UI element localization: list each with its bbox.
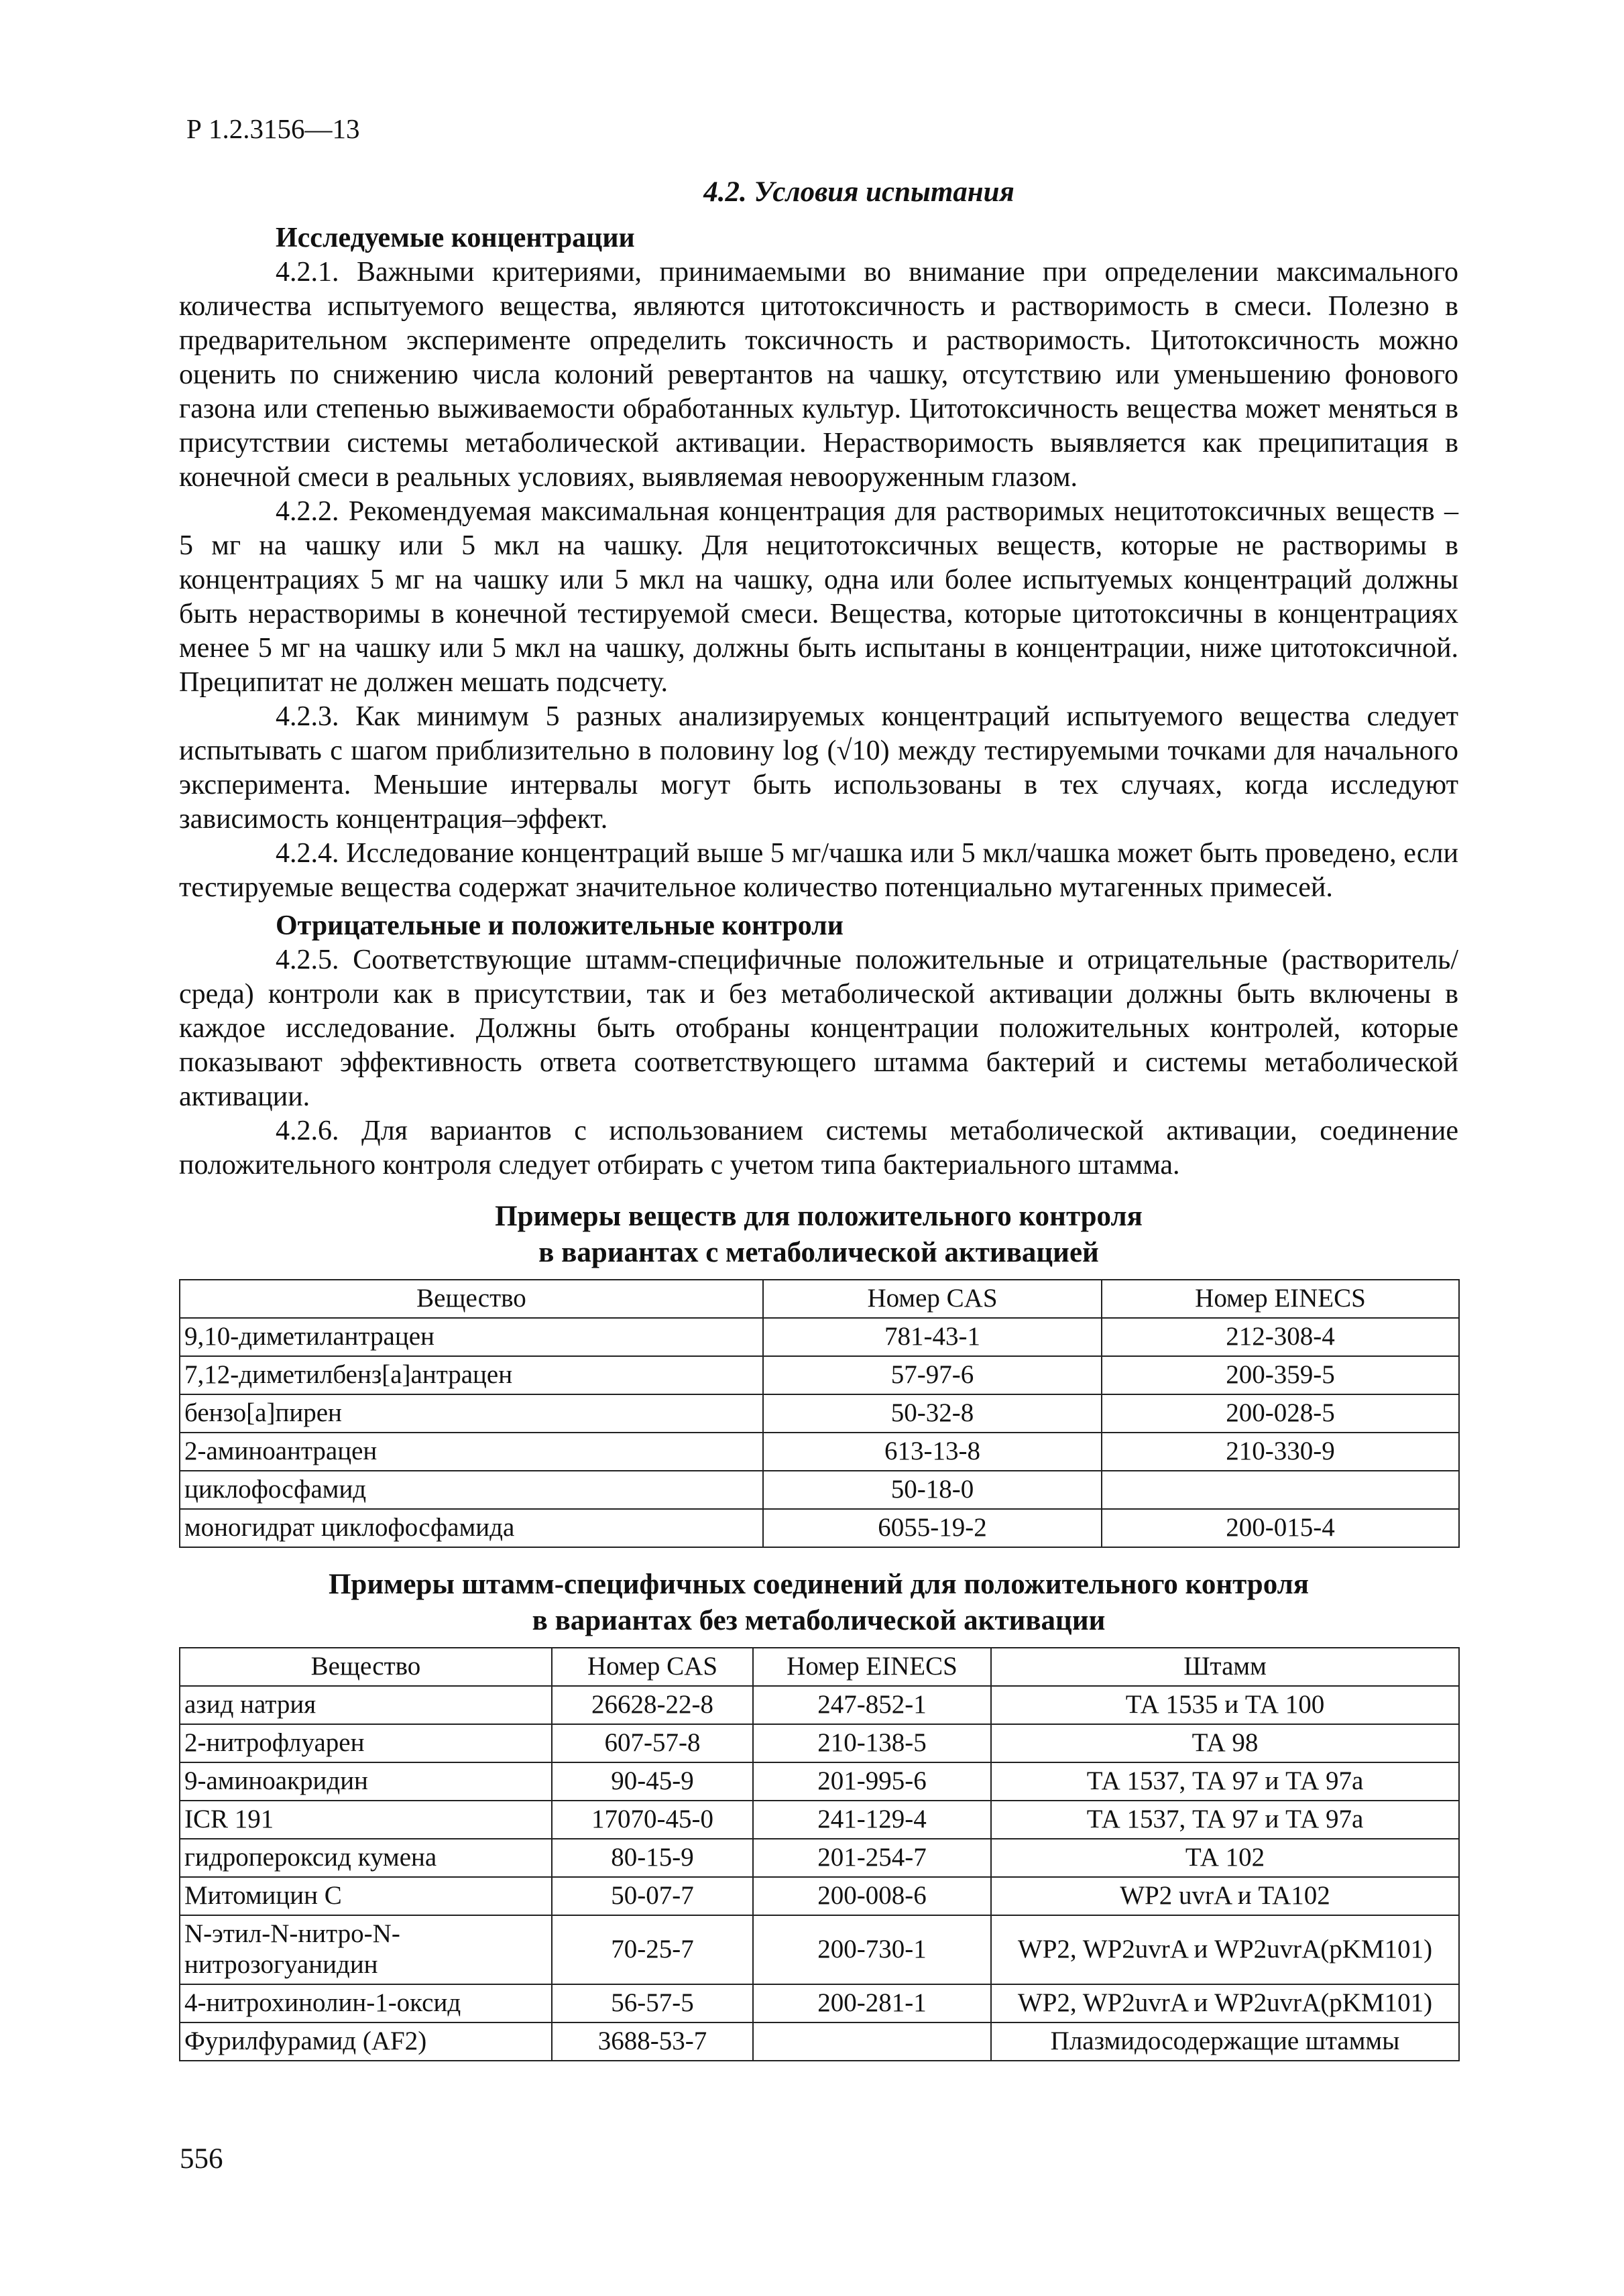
cas-cell: 26628-22-8 <box>552 1686 753 1724</box>
table2-header-einecs: Номер EINECS <box>753 1648 991 1686</box>
table-row <box>180 1433 1459 1471</box>
table-row <box>180 1724 1459 1762</box>
cas-cell: 17070-45-0 <box>552 1801 753 1839</box>
table2-header-cas: Номер CAS <box>552 1648 753 1686</box>
cas-cell: 80-15-9 <box>552 1839 753 1877</box>
einecs-cell: 200-359-5 <box>1102 1356 1459 1394</box>
cas-cell: 57-97-6 <box>763 1356 1102 1394</box>
table-row <box>180 1471 1459 1509</box>
paragraph-4-2-6: 4.2.6. Для вариантов с использованием системы метаболической активации, соединение положительного контроля следует отбирать с учетом типа бактериального штамма. <box>179 1115 1458 1181</box>
strain-cell: WP2, WP2uvrA и WP2uvrA(pKM101) <box>991 1984 1459 2022</box>
table-row <box>180 1318 1459 1356</box>
table-row <box>180 1509 1459 1547</box>
table-row <box>180 1762 1459 1801</box>
cas-cell: 70-25-7 <box>552 1915 753 1984</box>
substance-cell: ICR 191 <box>180 1801 552 1839</box>
paragraph-4-2-3: 4.2.3. Как минимум 5 разных анализируемых концентраций испытуемого вещества следует испытывать с шагом приблизительно в половину log (√10) между тестируемыми точками для начального эксперимента. Меньшие интервалы могут быть использованы в тех случаях, когда исследуют зависимость концентрация–эффект. <box>179 701 1458 835</box>
document-code: Р 1.2.3156—13 <box>186 113 360 144</box>
substance-cell: азид натрия <box>180 1686 552 1724</box>
table-row <box>180 1686 1459 1724</box>
table-row <box>180 2022 1459 2061</box>
substance-cell: 2-нитрофлуарен <box>180 1724 552 1762</box>
table1-header-cas: Номер CAS <box>763 1280 1102 1318</box>
einecs-cell: 201-254-7 <box>753 1839 991 1877</box>
table2-caption-line2: в вариантах без метаболической активации <box>532 1605 1106 1636</box>
substance-cell: бензо[а]пирен <box>180 1394 763 1433</box>
cas-cell: 50-18-0 <box>763 1471 1102 1509</box>
table1-caption <box>179 1199 1458 1271</box>
einecs-cell: 210-138-5 <box>753 1724 991 1762</box>
strain-cell: ТА 1537, ТА 97 и ТА 97а <box>991 1762 1459 1801</box>
einecs-cell: 201-995-6 <box>753 1762 991 1801</box>
einecs-cell: 200-028-5 <box>1102 1394 1459 1433</box>
cas-cell: 607-57-8 <box>552 1724 753 1762</box>
table-row <box>180 1839 1459 1877</box>
table-row <box>180 1356 1459 1394</box>
table-with-metabolic-activation <box>179 1279 1460 1548</box>
substance-cell: гидропероксид кумена <box>180 1839 552 1877</box>
substance-cell: моногидрат циклофосфамида <box>180 1509 763 1547</box>
cas-cell: 613-13-8 <box>763 1433 1102 1471</box>
substance-cell: N-этил-N-нитро-N-нитрозогуанидин <box>180 1915 552 1984</box>
table-row <box>180 1801 1459 1839</box>
paragraph-4-2-4: 4.2.4. Исследование концентраций выше 5 мг/чашка или 5 мкл/чашка может быть проведено, если тестируемые вещества содержат значительное количество потенциально мутагенных примесей. <box>179 838 1458 903</box>
cas-cell: 90-45-9 <box>552 1762 753 1801</box>
table-row <box>180 1394 1459 1433</box>
cas-cell: 50-32-8 <box>763 1394 1102 1433</box>
strain-cell: Плазмидосодержащие штаммы <box>991 2022 1459 2061</box>
paragraph-4-2-2: 4.2.2. Рекомендуемая максимальная концентрация для растворимых нецитотоксичных веществ – 5 мг на чашку или 5 мкл на чашку. Для нецитотоксичных веществ, которые не растворимы в концентрациях 5 мг на чашку или 5 мкл на чашку, одна или более испытуемых концентраций должны быть нерастворимы в конечной тестируемой смеси. Вещества, которые цитотоксичны в концентрациях менее 5 мг на чашку или 5 мкл на чашку, должны быть испытаны в концентрации, ниже цитотоксичной. Преципитат не должен мешать подсчету. <box>179 496 1458 698</box>
table1-header-row <box>180 1280 1459 1318</box>
cas-cell: 781-43-1 <box>763 1318 1102 1356</box>
strain-cell: ТА 102 <box>991 1839 1459 1877</box>
subheading-concentrations: Исследуемые концентрации <box>276 223 635 253</box>
paragraph-4-2-1: 4.2.1. Важными критериями, принимаемыми во внимание при определении максимального количества испытуемого вещества, являются цитотоксичность и растворимость в смеси. Полезно в предварительном эксперименте определить токсичность и растворимость. Цитотоксичность можно оценить по снижению числа колоний ревертантов на чашку, отсутствию или уменьшению фонового газона или степенью выживаемости обработанных культур. Цитотоксичность вещества может меняться в присутствии системы метаболической активации. Нерастворимость выявляется как преципитация в конечной смеси в реальных условиях, выявляемая невооруженным глазом. <box>179 257 1458 493</box>
strain-cell: ТА 1537, ТА 97 и ТА 97а <box>991 1801 1459 1839</box>
subheading-controls: Отрицательные и положительные контроли <box>276 910 844 941</box>
table2-header-substance: Вещество <box>180 1648 552 1686</box>
table1-header-einecs: Номер EINECS <box>1102 1280 1459 1318</box>
table-row <box>180 1984 1459 2022</box>
cas-cell: 3688-53-7 <box>552 2022 753 2061</box>
einecs-cell: 200-281-1 <box>753 1984 991 2022</box>
substance-cell: циклофосфамид <box>180 1471 763 1509</box>
table2-header-row <box>180 1648 1459 1686</box>
table2-header-strain: Штамм <box>991 1648 1459 1686</box>
cas-cell: 56-57-5 <box>552 1984 753 2022</box>
section-title: 4.2. Условия испытания <box>703 176 1014 208</box>
strain-cell: WP2 uvrA и TA102 <box>991 1877 1459 1915</box>
einecs-cell: 200-015-4 <box>1102 1509 1459 1547</box>
einecs-cell: 210-330-9 <box>1102 1433 1459 1471</box>
einecs-cell: 200-008-6 <box>753 1877 991 1915</box>
einecs-cell: 241-129-4 <box>753 1801 991 1839</box>
table-without-metabolic-activation <box>179 1647 1460 2061</box>
substance-cell: 7,12-диметилбенз[а]антрацен <box>180 1356 763 1394</box>
table1-caption-line1: Примеры веществ для положительного контроля <box>495 1201 1143 1232</box>
strain-cell: ТА 1535 и ТА 100 <box>991 1686 1459 1724</box>
substance-cell: 9-аминоакридин <box>180 1762 552 1801</box>
einecs-cell <box>753 2022 991 2061</box>
substance-cell: 4-нитрохинолин-1-оксид <box>180 1984 552 2022</box>
table-row <box>180 1915 1459 1984</box>
einecs-cell: 212-308-4 <box>1102 1318 1459 1356</box>
table-row <box>180 1877 1459 1915</box>
substance-cell: Фурилфурамид (AF2) <box>180 2022 552 2061</box>
einecs-cell <box>1102 1471 1459 1509</box>
einecs-cell: 247-852-1 <box>753 1686 991 1724</box>
einecs-cell: 200-730-1 <box>753 1915 991 1984</box>
cas-cell: 6055-19-2 <box>763 1509 1102 1547</box>
strain-cell: WP2, WP2uvrA и WP2uvrA(pKM101) <box>991 1915 1459 1984</box>
paragraph-4-2-5: 4.2.5. Соответствующие штамм-специфичные положительные и отрицательные (растворитель/среда) контроли как в присутствии, так и без метаболической активации должны быть включены в каждое исследование. Должны быть отобраны концентрации положительных контролей, которые показывают эффективность ответа соответствующего штамма бактерий и системы метаболической активации. <box>179 945 1458 1112</box>
cas-cell: 50-07-7 <box>552 1877 753 1915</box>
substance-cell: 2-аминоантрацен <box>180 1433 763 1471</box>
section-body <box>179 221 1458 2061</box>
table2-caption <box>179 1567 1458 1639</box>
strain-cell: ТА 98 <box>991 1724 1459 1762</box>
table1-header-substance: Вещество <box>180 1280 763 1318</box>
page-number: 556 <box>180 2143 223 2175</box>
substance-cell: Митомицин С <box>180 1877 552 1915</box>
table1-caption-line2: в вариантах с метаболической активацией <box>538 1237 1099 1268</box>
substance-cell: 9,10-диметилантрацен <box>180 1318 763 1356</box>
table2-caption-line1: Примеры штамм-специфичных соединений для положительного контроля <box>328 1569 1310 1600</box>
